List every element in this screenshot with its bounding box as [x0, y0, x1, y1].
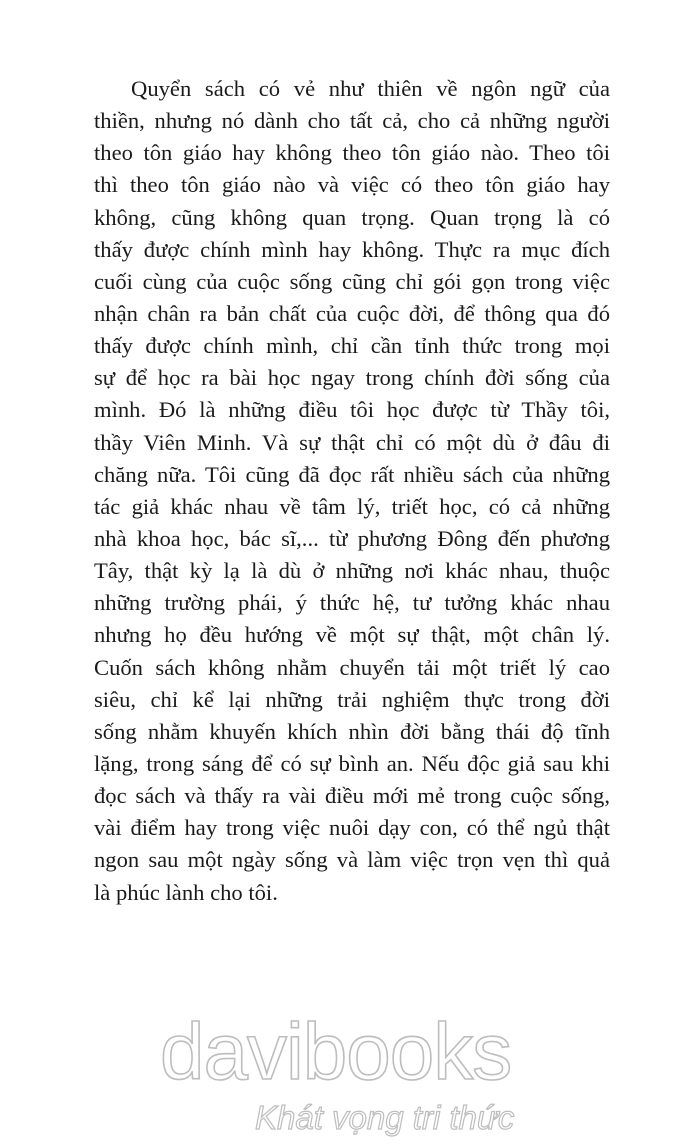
paragraph-line: nhận chân ra bản chất của cuộc đời, để thông qua đó	[94, 300, 610, 326]
paragraph-line: vài điểm hay trong việc nuôi dạy con, có thể ngủ thật	[94, 815, 610, 841]
paragraph-line: đọc sách và thấy ra vài điều mới mẻ trong cuộc sống,	[94, 783, 610, 809]
paragraph-line: chăng nữa. Tôi cũng đã đọc rất nhiều sách của những	[94, 461, 610, 487]
paragraph-line: thấy được chính mình, chỉ cần tỉnh thức trong mọi	[94, 333, 610, 359]
paragraph-line: nhà khoa học, bác sĩ,... từ phương Đông đến phương	[94, 525, 610, 551]
paragraph-line: mình. Đó là những điều tôi học được từ Thầy tôi,	[94, 397, 610, 423]
paragraph-line: Cuốn sách không nhằm chuyển tải một triết lý cao	[94, 654, 610, 680]
paragraph-line: là phúc lành cho tôi.	[94, 879, 278, 905]
watermark-slogan: Khát vọng tri thức	[255, 1099, 515, 1136]
paragraph-line: không, cũng không quan trọng. Quan trọng là có	[94, 204, 610, 230]
paragraph-line: sống nhằm khuyến khích nhìn đời bằng thái độ tĩnh	[94, 718, 610, 744]
paragraph-line: những trường phái, ý thức hệ, tư tưởng khác nhau	[94, 590, 610, 616]
paragraph-line: ngon sau một ngày sống và làm việc trọn vẹn thì quả	[94, 847, 610, 873]
watermark-brand: davibooks	[160, 1007, 512, 1096]
paragraph-line: thầy Viên Minh. Và sự thật chỉ có một dù ở đâu đi	[94, 429, 610, 455]
paragraph-line: thấy được chính mình hay không. Thực ra mục đích	[94, 236, 610, 262]
paragraph-line: Quyển sách có vẻ như thiên về ngôn ngữ của	[131, 76, 610, 101]
paragraph-line: thì theo tôn giáo nào và việc có theo tôn giáo hay	[94, 172, 610, 198]
paragraph-line: sự để học ra bài học ngay trong chính đời sống của	[94, 365, 610, 391]
paragraph-line: tác giả khác nhau về tâm lý, triết học, có cả những	[94, 493, 610, 519]
paragraph-line: siêu, chỉ kể lại những trải nghiệm thực trong đời	[94, 686, 610, 712]
paragraph-line: Tây, thật kỳ lạ là dù ở những nơi khác nhau, thuộc	[94, 558, 610, 584]
paragraph-line: theo tôn giáo hay không theo tôn giáo nào. Theo tôi	[94, 140, 610, 166]
body-paragraph	[94, 73, 610, 909]
paragraph-line: lặng, trong sáng để có sự bình an. Nếu độc giả sau khi	[94, 750, 610, 776]
paragraph-line: thiền, nhưng nó dành cho tất cả, cho cả những người	[94, 108, 610, 134]
paragraph-line: nhưng họ đều hướng về một sự thật, một chân lý.	[94, 622, 610, 648]
paragraph-line: cuối cùng của cuộc sống cũng chỉ gói gọn trong việc	[94, 268, 610, 294]
